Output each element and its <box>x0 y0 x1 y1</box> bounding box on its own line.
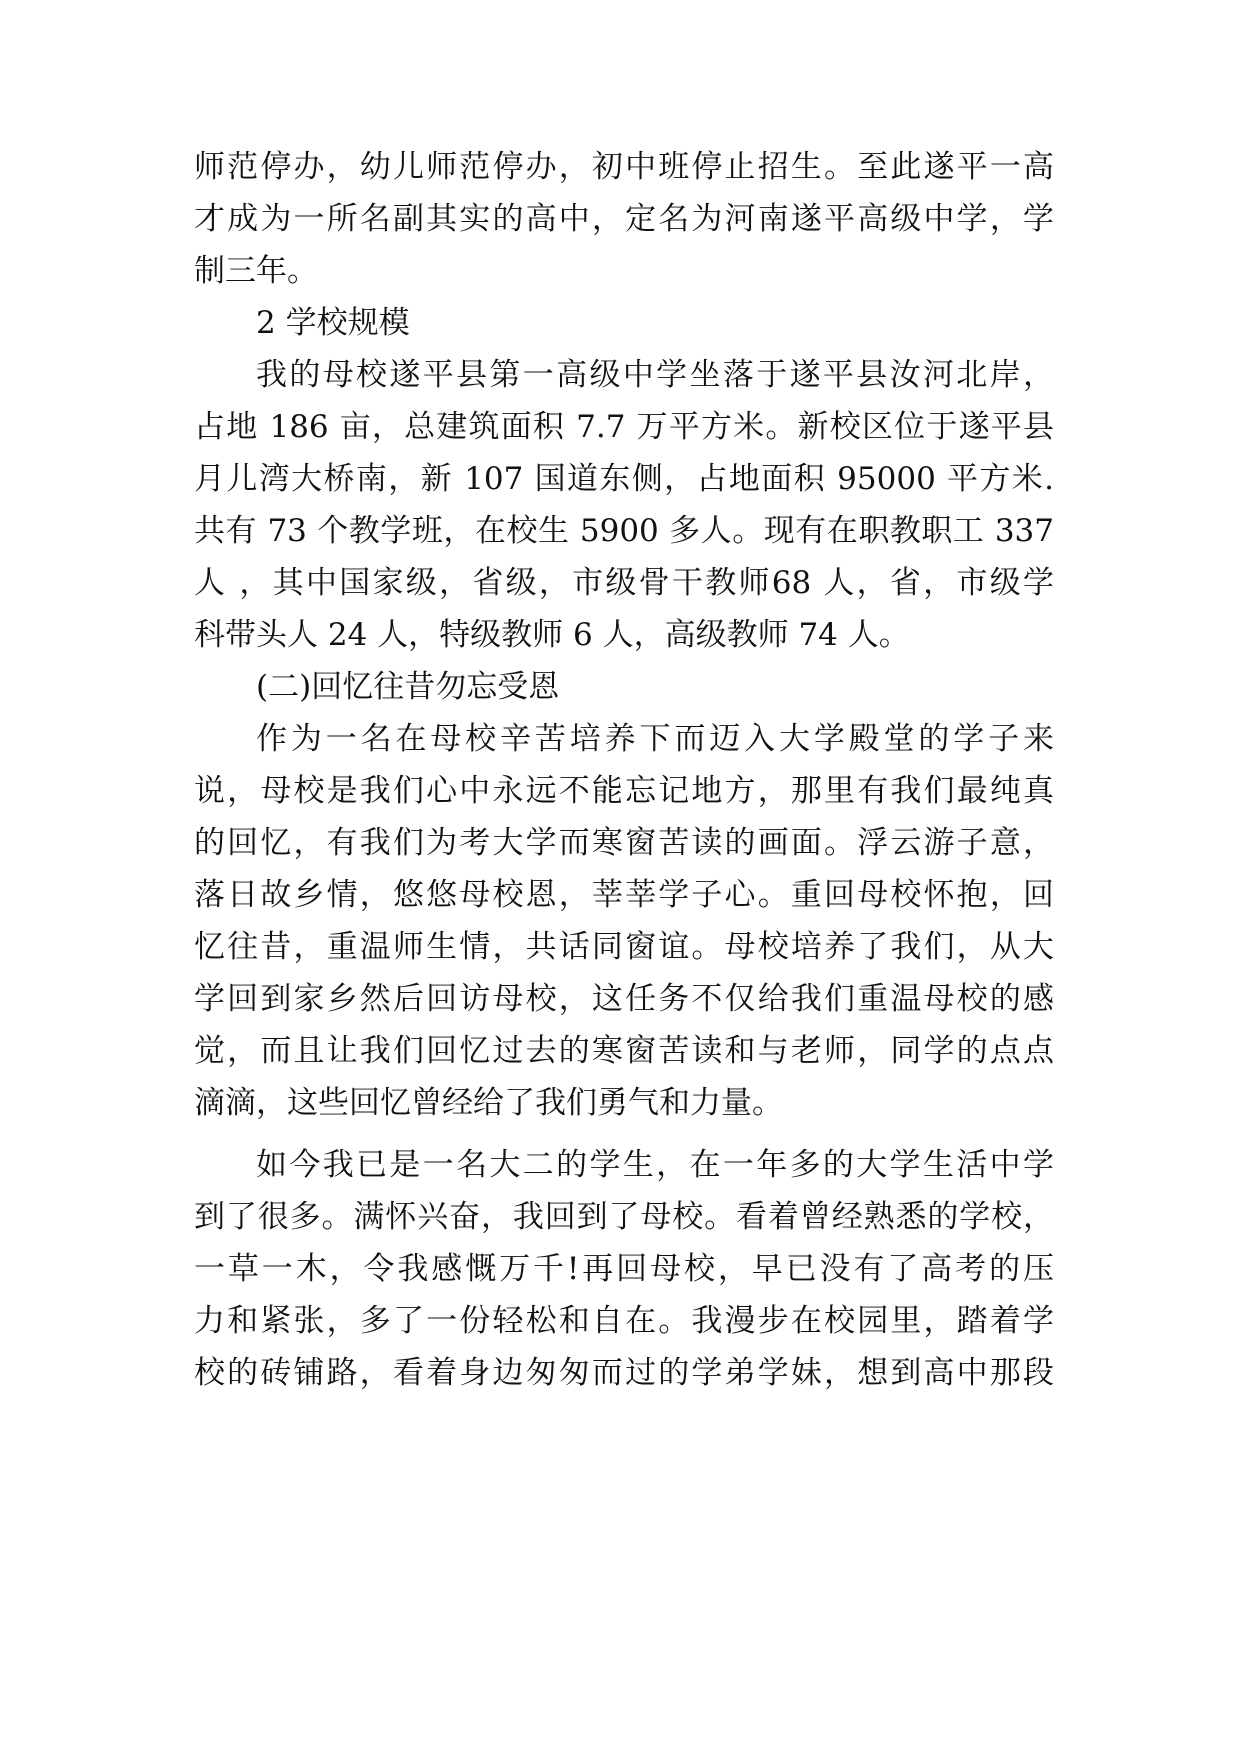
text-line: 如今我已是一名大二的学生，在一年多的大学生活中学 <box>256 1147 1054 1183</box>
text-line: 一草一木，令我感慨万千!再回母校，早已没有了高考的压 <box>194 1251 1054 1287</box>
text-line: 我的母校遂平县第一高级中学坐落于遂平县汝河北岸， <box>256 357 1054 393</box>
text-line: 学回到家乡然后回访母校，这任务不仅给我们重温母校的感 <box>194 981 1054 1017</box>
text-line: 落日故乡情，悠悠母校恩，莘莘学子心。重回母校怀抱，回 <box>194 877 1054 913</box>
text-line: 科带头人 24 人，特级教师 6 人，高级教师 74 人。 <box>194 617 910 653</box>
text-line: 校的砖铺路，看着身边匆匆而过的学弟学妹，想到高中那段 <box>194 1355 1054 1391</box>
text-line: 月儿湾大桥南，新 107 国道东侧，占地面积 95000 平方米. <box>194 461 1054 497</box>
text-line: 共有 73 个教学班，在校生 5900 多人。现有在职教职工 337 <box>194 513 1054 549</box>
text-line: 作为一名在母校辛苦培养下而迈入大学殿堂的学子来 <box>256 721 1054 757</box>
text-line: 的回忆，有我们为考大学而寒窗苦读的画面。浮云游子意， <box>194 825 1054 861</box>
text-line: 到了很多。满怀兴奋，我回到了母校。看着曾经熟悉的学校， <box>194 1199 1054 1235</box>
section-heading: 2 学校规模 <box>256 305 410 341</box>
text-line: 忆往昔，重温师生情，共话同窗谊。母校培养了我们，从大 <box>194 929 1054 965</box>
section-heading: (二)回忆往昔勿忘受恩 <box>256 669 560 705</box>
text-line: 人 ，其中国家级，省级，市级骨干教师68 人，省，市级学 <box>194 565 1054 601</box>
text-line: 制三年。 <box>194 253 318 289</box>
text-line: 师范停办，幼儿师范停办，初中班停止招生。至此遂平一高 <box>194 149 1054 185</box>
text-line: 说，母校是我们心中永远不能忘记地方，那里有我们最纯真 <box>194 773 1054 809</box>
text-line: 力和紧张，多了一份轻松和自在。我漫步在校园里，踏着学 <box>194 1303 1054 1339</box>
text-line: 占地 186 亩，总建筑面积 7.7 万平方米。新校区位于遂平县 <box>194 409 1054 445</box>
text-line: 滴滴，这些回忆曾经给了我们勇气和力量。 <box>194 1085 783 1121</box>
text-line: 才成为一所名副其实的高中，定名为河南遂平高级中学，学 <box>194 201 1054 237</box>
text-line: 觉，而且让我们回忆过去的寒窗苦读和与老师，同学的点点 <box>194 1033 1054 1069</box>
